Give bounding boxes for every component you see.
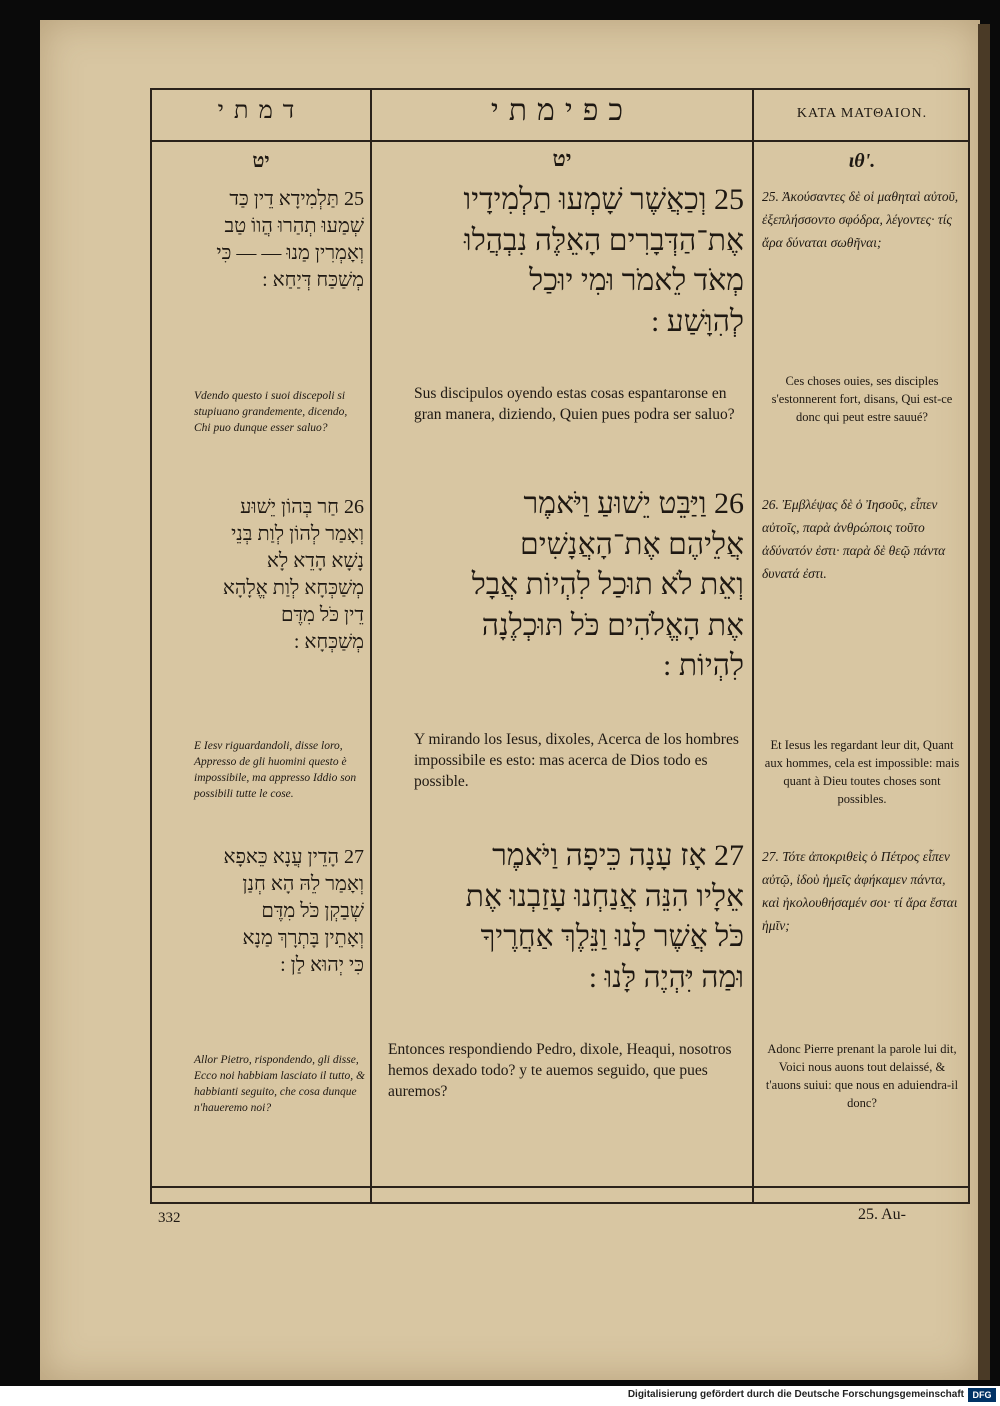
verse-25-french: Ces choses ouies, ses disciples s'estonnerent fort, disans, Qui est-ce donc qui peut estre sauué? [771,374,953,425]
verse-27-spanish: Entonces respondiendo Pedro, dixole, Heaqui, nosotros hemos dexado todo? y te auemos seguido, que pues auremos? [388,1041,732,1100]
verse-26-french: Et Iesus les regardant leur dit, Quant aux hommes, cela est impossible: mais quant à Dieu toutes choses sont possibles. [764,738,960,807]
verse-26-italian: E Iesv riguardandoli, disse loro, Appresso de gli huomini questo è impossibile, ma appresso Iddio son possibili tutte le cose. [194,740,357,801]
verse-27-hebrew: 27 אָז עָנָה כֵּיפָה וַיֹּאמֶר אֵלָיו הִנֵּה אֲנַחְנוּ עָזַבְנוּ אֶת כֹּל אֲשֶׁר לָנוּ וַנֵּלֶךְ אַחֲרֶיךָ וּמַה יִּהְיֶה לָּנוּ : [465,839,744,994]
header-greek: ΚΑΤΑ ΜΑΤΘΑΙΟΝ. [796,106,928,121]
verse-26-spanish: Y mirando los Iesus, dixoles, Acerca de los hombres impossibile es esto: mas acerca de Dios todo es possible. [414,731,739,790]
page-number: 332 [158,1210,181,1226]
footer-bar [0,1386,1000,1406]
bottom-rule [150,1186,970,1188]
page-edge [978,24,990,1380]
verse-25-hebrew: 25 וְכַאֲשֶׁר שָׁמְעוּ תַלְמִידָיו אֶת־הַדְּבָרִים הָאֵלֶּה נִבְהֲלוּ מְאֹד לֵאמֹר וּמִי יוּכַל לְהִוָּשַׁע : [463,183,744,338]
chapter-hebrew: יט [552,146,572,171]
verse-26-hebrew: 26 וַיַּבֵּט יֵשׁוּעַ וַיֹּאמֶר אֲלֵיהֶם אֶת־הָאֲנָשִׁים וְאֵת לֹא תוּכַל לִהְיוֹת אֲבָל אֶת הָאֱלֹהִים כֹּל תּוּכְלֶנָה לִהְיוֹת : [471,487,744,682]
verse-27-aramaic: 27 הָדֵין עֲנָא כֵּאפָא וְאָמַר לֵהּ הָא חְנַן שְׁבַקְן כֹּל מִדֶּם וְאָתֵין בָּתְרָךְ מַנָא כִּי יְהוּא לַן : [223,846,364,976]
column-rule-left [370,88,372,1204]
verse-27-italian: Allor Pietro, rispondendo, gli disse, Ecco noi habbiam lasciato il tutto, & habbianti seguito, che cosa dunque n'haueremo noi? [194,1054,365,1115]
header-aramaic: דמתי [217,98,305,124]
verse-25-greek: 25. Ἀκούσαντες δὲ οἱ μαθηταὶ αὐτοῦ, ἐξεπλήσσοντο σφόδρα, λέγοντες· τίς ἄρα δύναται σωθῆναι; [762,189,959,250]
dfg-logo: DFG [968,1388,996,1402]
chapter-greek: ιθ'. [848,150,876,172]
verse-25-spanish: Sus discipulos oyendo estas cosas espantaronse en gran manera, diziendo, Quien pues podra ser saluo? [414,385,735,423]
header-hebrew: כפימתי [490,94,634,127]
header-rule [150,140,970,142]
verse-25-italian: Vdendo questo i suoi discepoli si stupiuano grandemente, dicendo, Chi puo dunque esser saluo? [194,390,348,435]
verse-26-greek: 26. Ἐμβλέψας δὲ ὁ Ἰησοῦς, εἶπεν αὐτοῖς, παρὰ ἀνθρώποις τοῦτο ἀδύνατόν ἐστι· παρὰ δὲ θεῷ πάντα δυνατά ἐστι. [762,497,946,581]
verse-26-aramaic: 26 חַר בְּהוֹן יֵשׁוּע וְאָמַר לְהוֹן לְוַת בְּנֵי נָשָׁא הָדֵא לָא מְשַׁכְּחָא לְוַת אֱלָהָא דֵין כֹּל מִדֶּם מְשַׁכְּחָא : [222,496,364,653]
verse-25-aramaic: 25 תַּלְמִידָא דֵין כַּד שְׁמַעוּ תְהַרוּ הֲווֹ טַב וְאָמְרִין מַנוּ — — כִּי מְשַׁכַּח דְּיַחַא : [216,188,364,291]
catchword: 25. Au- [858,1206,906,1223]
footer-credit: Digitalisierung gefördert durch die Deutsche Forschungsgemeinschaft [627,1389,964,1400]
verse-27-french: Adonc Pierre prenant la parole lui dit, Voici nous auons tout delaissé, & t'auons suiui: que nous en aduiendra-il donc? [765,1042,959,1111]
verse-27-greek: 27. Τότε ἀποκριθεὶς ὁ Πέτρος εἶπεν αὐτῷ, ἰδοὺ ἡμεῖς ἀφήκαμεν πάντα, καὶ ἠκολουθήσαμέν σοι· τί ἄρα ἔσται ἡμῖν; [762,849,958,933]
chapter-aramaic: יט [252,150,270,172]
column-rule-right [752,88,754,1204]
